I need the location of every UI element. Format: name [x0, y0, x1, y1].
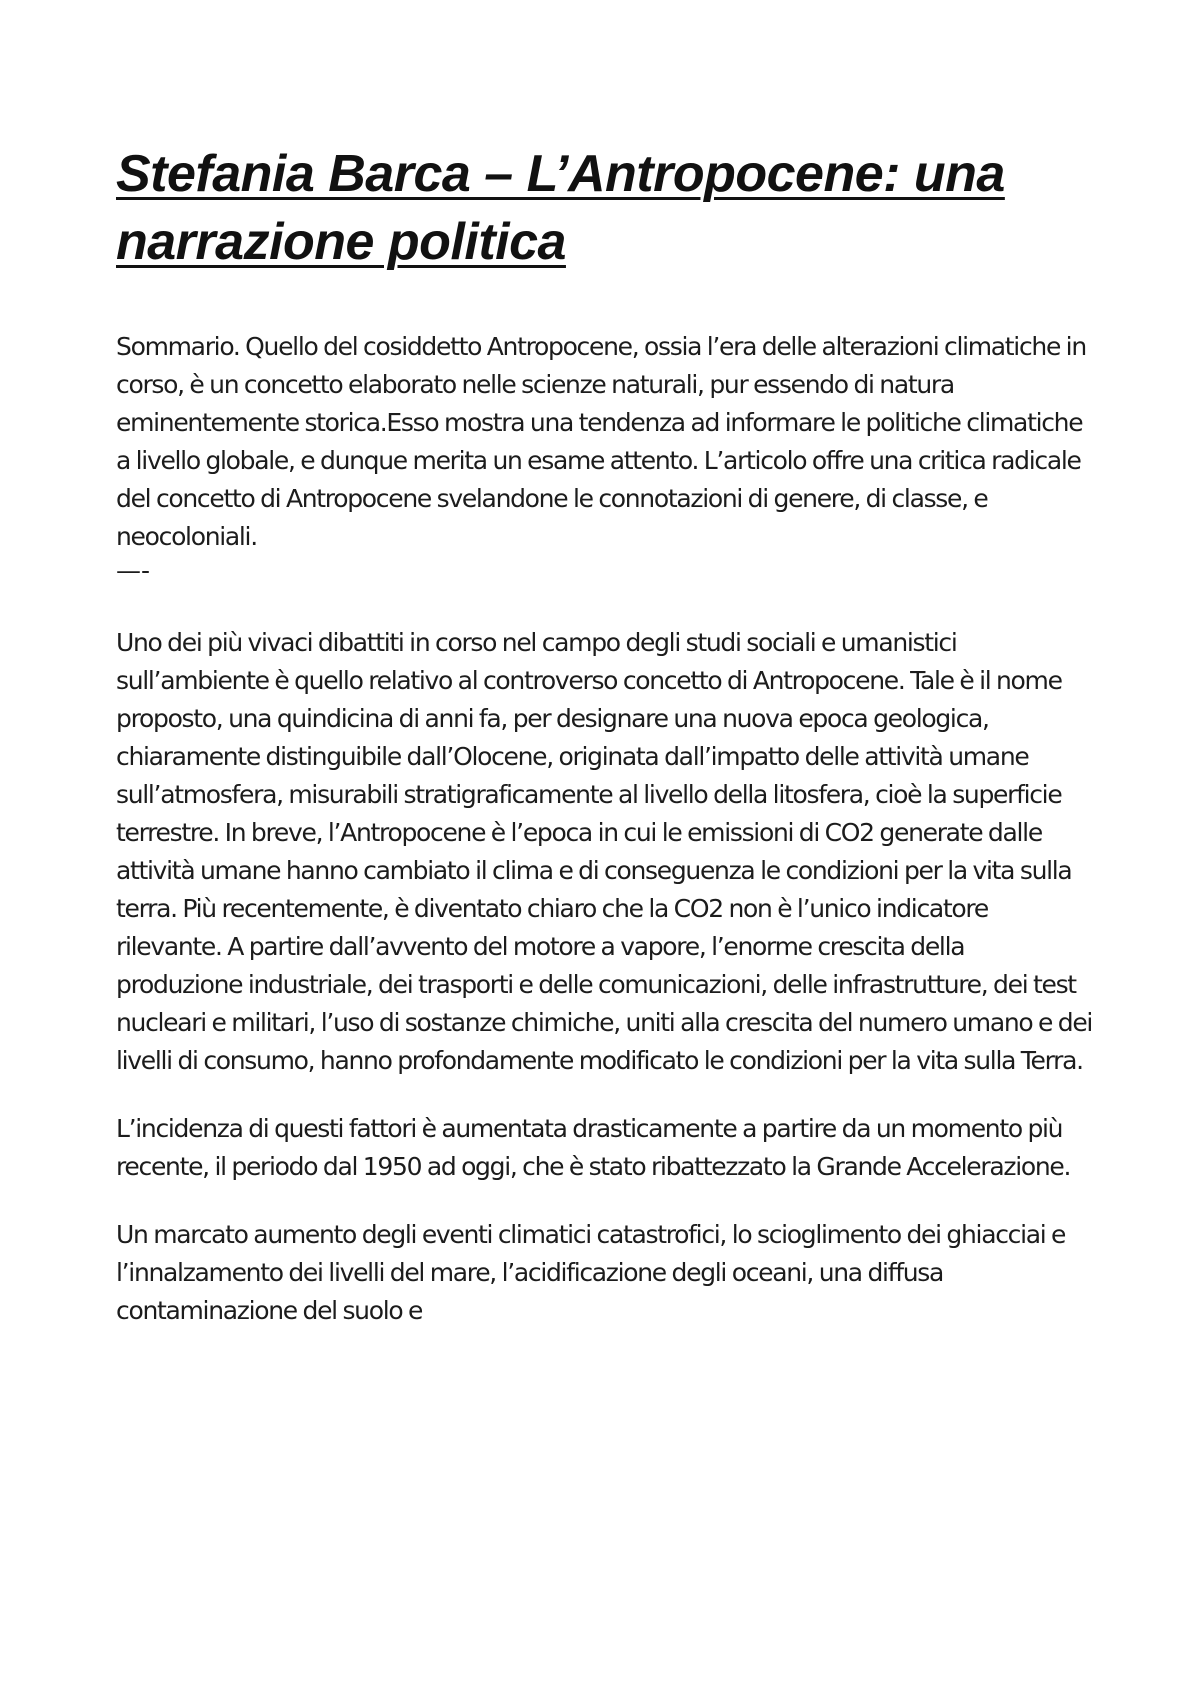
body-paragraph: Un marcato aumento degli eventi climatici catastrofici, lo scioglimento dei ghiacciai e l’innalzamento dei livelli del mare, l’acidificazione degli oceani, una diffusa contaminazione del suolo e: [116, 1220, 1066, 1325]
summary-paragraph: Sommario. Quello del cosiddetto Antropocene, ossia l’era delle alterazioni climatiche in corso, è un concetto elaborato nelle scienze naturali, pur essendo di natura eminentemente storica.Esso mostra una tendenza ad informare le politiche climatiche a livello globale, e dunque merita un esame attento. L’articolo offre una critica radicale del concetto di Antropocene svelandone le connotazioni di genere, di classe, e neocoloniali.: [116, 332, 1086, 551]
document-title: Stefania Barca – L’Antropocene: una narrazione politica: [116, 145, 1005, 271]
document-body: [116, 140, 1096, 1360]
section-separator: —-: [116, 556, 151, 585]
body-paragraph: L’incidenza di questi fattori è aumentata drasticamente a partire da un momento più recente, il periodo dal 1950 ad oggi, che è stato ribattezzato la Grande Accelerazione.: [116, 1114, 1071, 1181]
body-paragraph: Uno dei più vivaci dibattiti in corso nel campo degli studi sociali e umanistici sull’ambiente è quello relativo al controverso concetto di Antropocene. Tale è il nome proposto, una quindicina di anni fa, per designare una nuova epoca geologica, chiaramente distinguibile dall’Olocene, originata dall’impatto delle attività umane sull’atmosfera, misurabili stratigraficamente al livello della litosfera, cioè la superficie terrestre. In breve, l’Antropocene è l’epoca in cui le emissioni di CO2 generate dalle attività umane hanno cambiato il clima e di conseguenza le condizioni per la vita sulla terra. Più recentemente, è diventato chiaro che la CO2 non è l’unico indicatore rilevante. A partire dall’avvento del motore a vapore, l’enorme crescita della produzione industriale, dei trasporti e delle comunicazioni, delle infrastrutture, dei test nucleari e militari, l’uso di sostanze chimiche, uniti alla crescita del numero umano e dei livelli di consumo, hanno profondamente modificato le condizioni per la vita sulla Terra.: [116, 628, 1093, 1075]
